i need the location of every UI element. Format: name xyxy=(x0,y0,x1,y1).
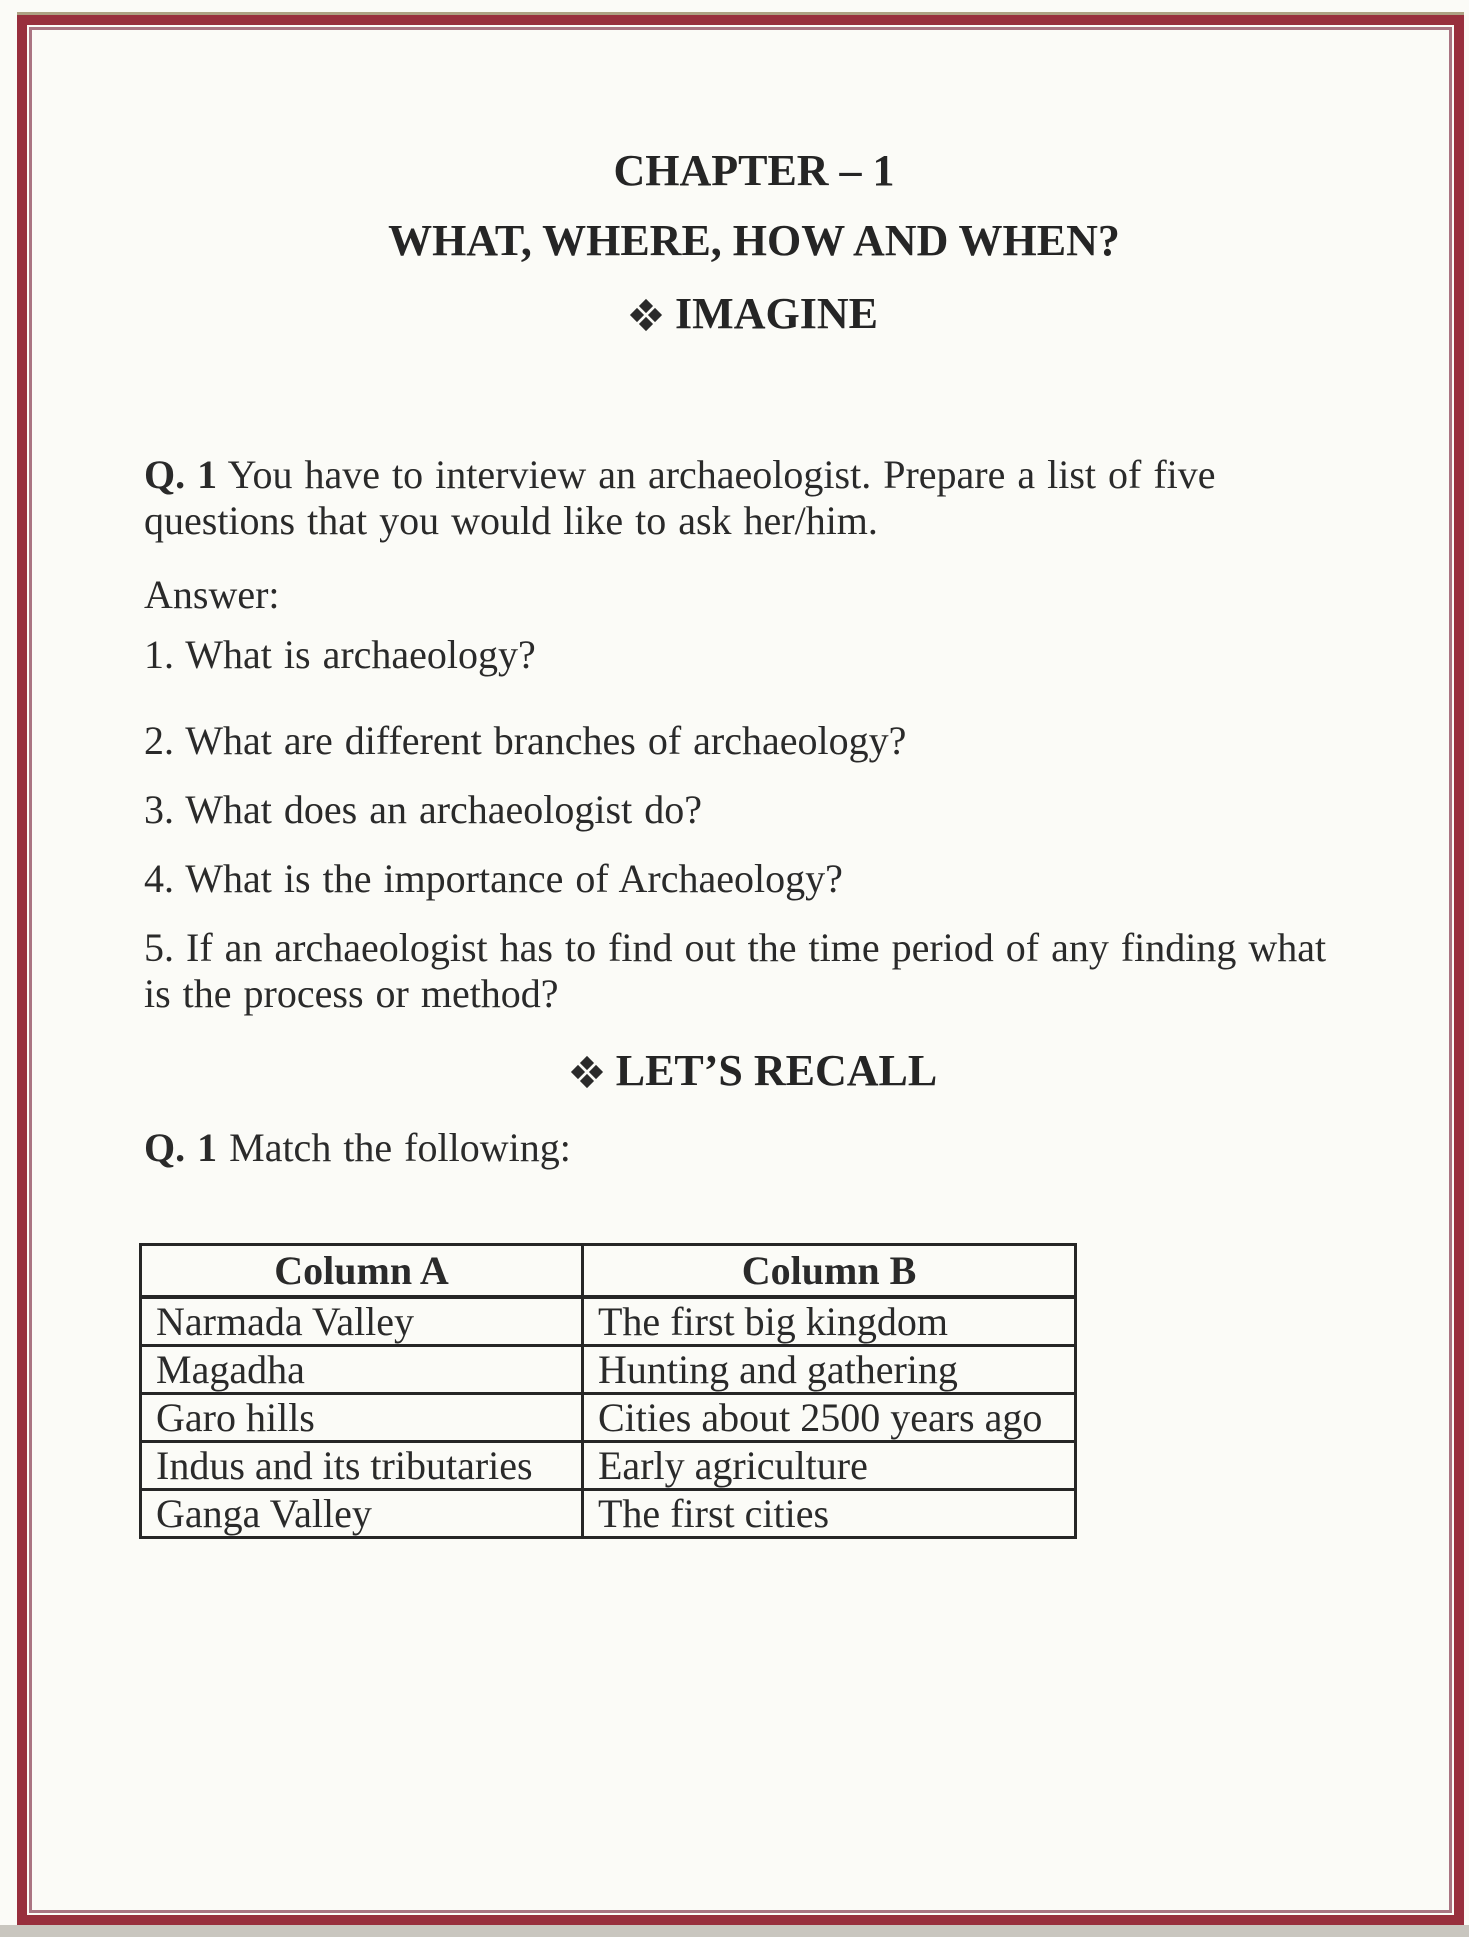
recall-question xyxy=(144,1125,1364,1171)
answer-label: Answer: xyxy=(144,572,280,617)
section-heading-recall xyxy=(144,1045,1364,1097)
question-number: Q. 1 xyxy=(144,1125,218,1170)
table-row xyxy=(141,1297,1076,1346)
page-content xyxy=(32,30,1449,1903)
cell-column-a: Narmada Valley xyxy=(141,1297,583,1346)
question-text: You have to interview an archaeologist. Prepare a list of five xyxy=(227,452,1216,497)
answer-item-4: 4. What is the importance of Archaeology? xyxy=(144,856,843,901)
cell-column-a: Indus and its tributaries xyxy=(141,1442,583,1490)
answer-item-1: 1. What is archaeology? xyxy=(144,632,536,677)
cell-column-b: The first cities xyxy=(583,1490,1076,1538)
column-a-header: Column A xyxy=(141,1245,583,1298)
section-heading-imagine xyxy=(144,288,1364,340)
imagine-question-line2: questions that you would like to ask her/him. xyxy=(144,498,878,543)
cell-column-b: The first big kingdom xyxy=(583,1297,1076,1346)
answer-item-3: 3. What does an archaeologist do? xyxy=(144,787,702,832)
table-header-row xyxy=(141,1245,1076,1298)
four-diamond-icon xyxy=(571,1056,603,1088)
table-row xyxy=(141,1346,1076,1394)
cell-column-b: Cities about 2500 years ago xyxy=(583,1394,1076,1442)
table-row xyxy=(141,1442,1076,1490)
cell-column-a: Garo hills xyxy=(141,1394,583,1442)
match-the-following-table xyxy=(139,1243,1077,1539)
section-imagine-label: IMAGINE xyxy=(675,289,878,338)
four-diamond-icon xyxy=(630,299,662,331)
table-row xyxy=(141,1394,1076,1442)
section-recall-label: LET’S RECALL xyxy=(615,1046,938,1095)
cell-column-b: Hunting and gathering xyxy=(583,1346,1076,1394)
chapter-title: CHAPTER – 1 xyxy=(613,146,895,195)
column-b-header: Column B xyxy=(583,1245,1076,1298)
scan-edge-strip xyxy=(0,1925,1469,1937)
chapter-subtitle: WHAT, WHERE, HOW AND WHEN? xyxy=(388,216,1120,265)
table-row xyxy=(141,1490,1076,1538)
answer-item-5-line2: is the process or method? xyxy=(144,971,559,1016)
cell-column-b: Early agriculture xyxy=(583,1442,1076,1490)
question-text: Match the following: xyxy=(229,1125,571,1170)
question-number: Q. 1 xyxy=(144,452,218,497)
answer-item-5-line1: 5. If an archaeologist has to find out the time period of any finding what xyxy=(144,925,1327,970)
imagine-question-line1 xyxy=(144,452,1364,498)
answer-item-2: 2. What are different branches of archaeology? xyxy=(144,718,907,763)
cell-column-a: Ganga Valley xyxy=(141,1490,583,1538)
cell-column-a: Magadha xyxy=(141,1346,583,1394)
